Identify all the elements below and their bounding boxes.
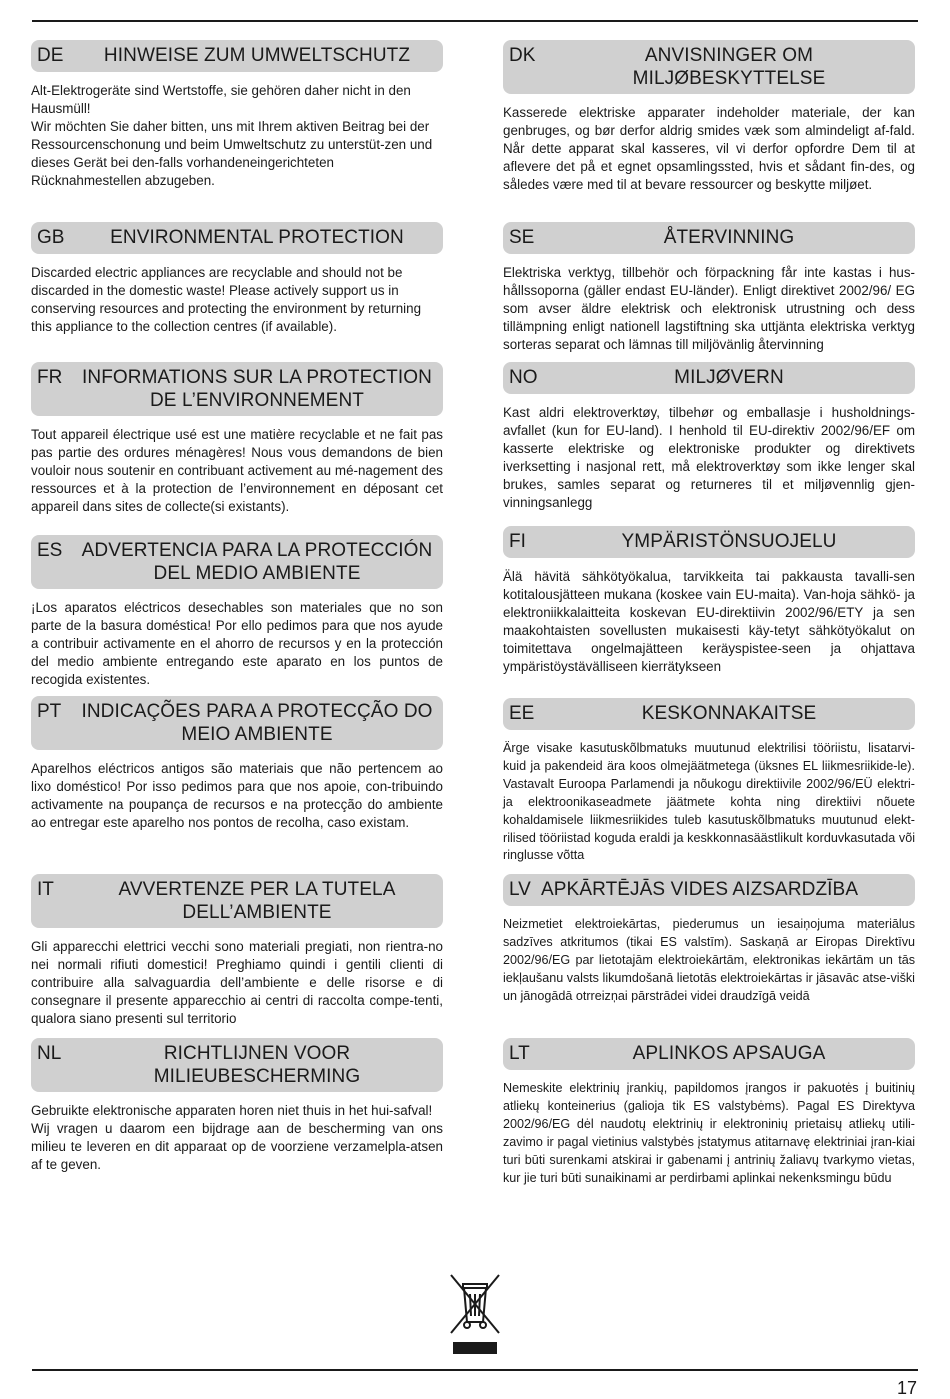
section-fi (503, 526, 915, 675)
section-header (503, 874, 915, 906)
language-code: IT (37, 879, 54, 900)
section-title: MILJØVERN (674, 367, 784, 388)
language-code: ES (37, 540, 63, 561)
section-title: AVVERTENZE PER LA TUTELA DELL’AMBIENTE (118, 879, 396, 923)
section-ee (503, 698, 915, 865)
section-title: APKĀRTĒJĀS VIDES AIZSARDZĪBA (541, 879, 859, 900)
section-title: ENVIRONMENTAL PROTECTION (110, 227, 404, 248)
language-code: GB (37, 227, 65, 248)
section-title: RICHTLIJNEN VOOR MILIEUBESCHERMING (153, 1043, 361, 1087)
section-body: Tout appareil électrique usé est une matière recyclable et ne fait pas pas partie des ordures ménagères! Nous vous demandons de bien vouloir nous soutenir en contribuant activement au mé-nagement des ressources et à la protection de l’environnement en déposant cet appareil dans sites de collecte(si existants). (31, 427, 443, 514)
section-it (31, 874, 443, 1028)
section-title: ADVERTENCIA PARA LA PROTECCIÓN DEL MEDIO AMBIENTE (81, 540, 433, 584)
language-code: DE (37, 45, 64, 66)
section-title: INDICAÇÕES PARA A PROTECÇÃO DO MEIO AMBIENTE (81, 701, 433, 745)
section-body: Ärge visake kasutuskõlbmatuks muutunud elektrilisi tööriistu, lisatarvi-kuid ja pakendeid ära koos olmejäätmetega (üksnes EL liikmesriikide-le). Vastavalt Euroopa Parlamendi ja nõukogu direktiivile 2002/96/EÜ elektri- ja elektroonikaseadmete jäätmete kohta ning direktiivi nõuete kohaldamisele liikmesriikides tuleb kasutuskõlbmatuks muutunud elekt-rilised tööriistad koguda eraldi ja keskkonnasäästlikult korduvkasutada või ringlusse võtta (503, 741, 915, 863)
section-header (31, 222, 443, 254)
section-lt (503, 1038, 915, 1187)
section-header (31, 40, 443, 72)
section-se (503, 222, 915, 354)
section-body: Kast aldri elektroverktøy, tilbehør og emballasje i husholdnings-avfallet (kun for EU-land). I henhold til EU-direktiv 2002/96/EF om kasserte elektriske og elektroniske produkter og direktivets iverksetting i nasjonal rett, må elektroverktøy som ikke lenger skal brukes, samles separat og returneres til et miljøvennlig gjen-vinningsanlegg (503, 405, 915, 510)
section-title: ANVISNINGER OM MILJØBESKYTTELSE (632, 45, 826, 89)
section-header (31, 362, 443, 416)
section-de (31, 40, 443, 189)
section-dk (503, 40, 915, 194)
section-body: Discarded electric appliances are recyclable and should not be discarded in the domestic waste! Please actively support us in conserving resources and protecting the environment by returning this appliance to the collection centres (if available). (31, 265, 422, 334)
section-body: Alt-Elektrogeräte sind Wertstoffe, sie gehören daher nicht in den Hausmüll! Wir möchten Sie daher bitten, uns mit Ihrem aktiven Beitrag bei der Ressourcenschonung und beim Umweltschutz zu unterstüt-zen und dieses Gerät bei den-falls vorhandeneingerichteten Rücknahmestellen abzugeben. (31, 83, 433, 188)
section-no (503, 362, 915, 511)
section-header (503, 1038, 915, 1070)
section-header (503, 40, 915, 94)
page-number: 17 (896, 1378, 917, 1398)
section-title: YMPÄRISTÖNSUOJELU (621, 531, 837, 552)
language-code: FI (509, 531, 526, 552)
bottom-rule (32, 1369, 918, 1371)
section-header (31, 535, 443, 589)
section-title: INFORMATIONS SUR LA PROTECTION DE L’ENVIRONNEMENT (82, 367, 432, 411)
language-code: EE (509, 703, 535, 724)
language-code: NO (509, 367, 538, 388)
section-body: Gli apparecchi elettrici vecchi sono materiali pregiati, non rientra-no nei normali rifiuti domestici! Preghiamo quindi i gentili clienti di contribuire alla salvaguardia dell’ambiente e delle risorse e di consegnare il presente apparecchio ai centri di raccolta compe-tenti, qualora siano presenti sul territorio (31, 939, 443, 1026)
top-rule (32, 20, 918, 22)
section-body: Kasserede elektriske apparater indeholder materiale, der kan genbruges, og bør derfor aldrig smides væk som almindeligt af-fald. Når dette apparat skal kasseres, vil vi derfor opfordre Dem til at aflevere det på et egnet opsamlingssted, hvis et sådant fin-des, og således være med til at bevare ressourcer og beskytte miljøet. (503, 105, 915, 192)
section-body: Elektriska verktyg, tillbehör och förpackning får inte kastas i hus-hållssoporna (gäller endast EU-länder). Enligt direktivet 2002/96/ EG som avser äldre elektrisk och elektronisk utrustning och dess tillämpning enligt nationell lagstiftning ska uttjänta elektriska verktyg sorteras separat och lämnas till miljövänlig återvinning (503, 265, 915, 352)
section-title: ÅTERVINNING (663, 227, 795, 248)
section-body: Älä hävitä sähkötyökalua, tarvikkeita tai pakkausta tavalli-sen kotitalousjätteen mukana (koskee vain EU-maita). Van-hoja sähkö- ja elektroniikkalaitteita koskevan EU-direktiivin 2002/96/ETY ja sen maakohtaisten sovellusten mukaisesti käy-tetyt sähkötyökalut on toimitettava ongelmajätteen keräyspistee-seen ja ohjattava ympäristöystävälliseen kierrätykseen (503, 569, 915, 674)
section-gb (31, 222, 443, 336)
language-code: DK (509, 45, 536, 66)
section-body: ¡Los aparatos eléctricos desechables son materiales que no son parte de la basura doméstica! Por ello pedimos para que nos ayude a contribuir activamente en el ahorro de recursos y en la protección del medio ambiente entregando este aparato en los puntos de recogida existentes. (31, 600, 443, 687)
language-code: NL (37, 1043, 62, 1064)
section-body: Nemeskite elektrinių įrankių, papildomos įrangos ir pakuotės į buitinių atliekų konteinerius (galioja tik ES valstybėms). Pagal ES Direktyva 2002/96/EG dėl naudotų elektrinių ir elektroninių prietaisų atliekų utili-zavimo ir pagal vietinius valstybės įstatymus atitarnavę elektriniai įran-kiai turi būti surenkami atskirai ir gabenami į antrinių žaliavų tvarkymo vietas, kur jie turi būti sunaikinami ar perdirbami aplinkai nekenksmingu būdu (503, 1081, 915, 1185)
language-code: LV (509, 879, 531, 900)
section-nl (31, 1038, 443, 1174)
section-fr (31, 362, 443, 516)
section-header (31, 874, 443, 928)
section-title: HINWEISE ZUM UMWELTSCHUTZ (103, 45, 411, 66)
section-body: Aparelhos eléctricos antigos são materiais que não pertencem ao lixo doméstico! Por isso pedimos para que nos apoie, con-tribuindo activamente na poupança de recursos e na protecção do ambiente ao entregar este aparelho nos pontos de recolha, caso existam. (31, 761, 443, 830)
section-title: APLINKOS APSAUGA (632, 1043, 826, 1064)
language-code: SE (509, 227, 535, 248)
section-header (503, 698, 915, 730)
section-title: KESKONNAKAITSE (641, 703, 817, 724)
language-code: LT (509, 1043, 530, 1064)
section-header (31, 696, 443, 750)
language-code: FR (37, 367, 63, 388)
language-code: PT (37, 701, 62, 722)
section-body: Gebruikte elektronische apparaten horen niet thuis in het hui-safval! Wij vragen u daarom een bijdrage aan de bescherming van ons milieu te leveren en dit apparaat op de voorziene verzamelpla-atsen af te geven. (31, 1103, 443, 1172)
section-header (503, 222, 915, 254)
crossed-out-wheelie-bin-icon (446, 1270, 504, 1354)
section-pt (31, 696, 443, 832)
section-header (503, 526, 915, 558)
section-header (31, 1038, 443, 1092)
section-es (31, 535, 443, 689)
section-lv (503, 874, 915, 1006)
section-body: Neizmetiet elektroiekārtas, piederumus un iesaiņojuma materiālus sadzīves atkritumos (tikai ES valstīm). Saskaņā ar Eiropas Direktīvu 2002/96/EG par lietotajām elektroiekārtām, elektronikas iekārtām un tās iekļaušanu valsts likumdošanā lietotās elektroiekārtas ir jāsavāc atse-viški un jānogādā otrreizņai pārstrādei videi draudzīgā veidā (503, 917, 915, 1003)
section-header (503, 362, 915, 394)
